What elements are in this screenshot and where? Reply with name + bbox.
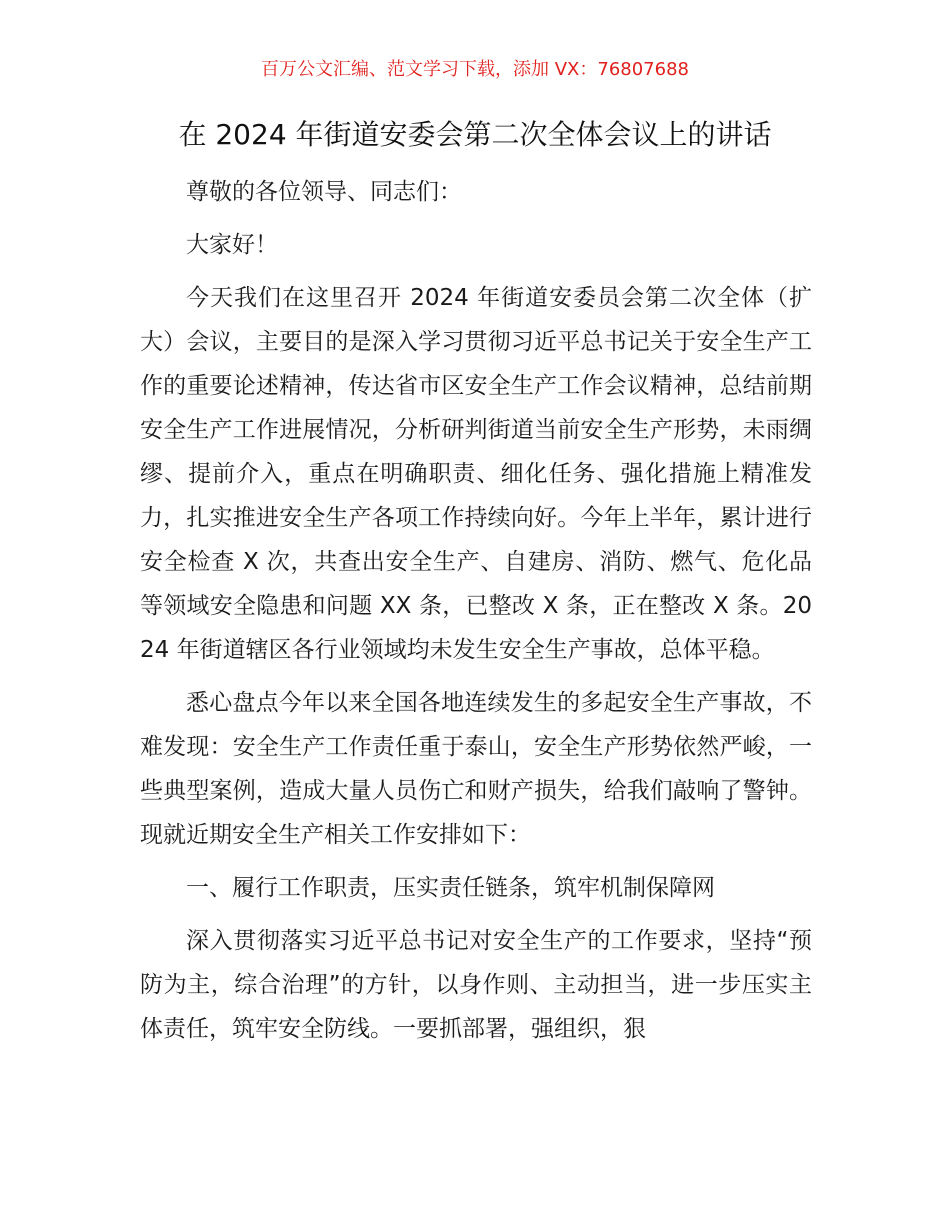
page-title: 在 2024 年街道安委会第二次全体会议上的讲话 — [178, 118, 772, 151]
section-heading: 一、履行工作职责，压实责任链条，筑牢机制保障网 — [186, 875, 715, 901]
paragraph-opening: 今天我们在这里召开 2024 年街道安委员会第二次全体（扩大）会议，主要目的是深入学习贯彻习近平总书记关于安全生产工作的重要论述精神，传达省市区安全生产工作会议精神，总结前期安全生产工作进展情况，分析研判街道当前安全生产形势，未雨绸缪、提前介入，重点在明确职责、细化任务、强化措施上精准发力，扎实推进安全生产各项工作持续向好。今年上半年，累计进行安全检查 X 次，共查出安全生产、自建房、消防、燃气、危化品等领域安全隐患和问题 XX 条，已整改 X 条，正在整改 X 条。2024 年街道辖区各行业领域均未发生安全生产事故，总体平稳。 — [140, 285, 812, 663]
document-body — [140, 170, 812, 1060]
section-paragraph: 深入贯彻落实习近平总书记对安全生产的工作要求，坚持“预防为主，综合治理”的方针，以身作则、主动担当，进一步压实主体责任，筑牢安全防线。一要抓部署，强组织，狠 — [140, 928, 812, 1042]
watermark-header: 百万公文汇编、范文学习下载，添加 VX：76807688 — [261, 59, 689, 80]
paragraph-review: 悉心盘点今年以来全国各地连续发生的多起安全生产事故，不难发现：安全生产工作责任重于泰山，安全生产形势依然严峻，一些典型案例，造成大量人员伤亡和财产损失，给我们敲响了警钟。现就近期安全生产相关工作安排如下： — [140, 690, 812, 848]
greeting: 大家好！ — [186, 232, 278, 258]
salutation: 尊敬的各位领导、同志们： — [186, 179, 462, 205]
